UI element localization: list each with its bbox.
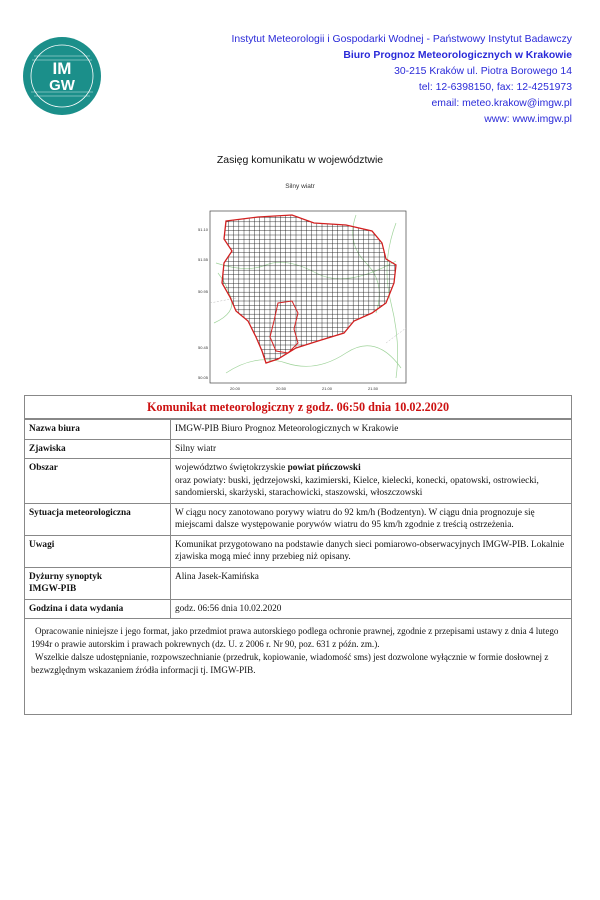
table-row <box>25 420 571 440</box>
row-value: Komunikat przygotowano na podstawie danych sieci pomiarowo-obserwacyjnych IMGW-PIB. Lokalnie zjawiska mogą mieć inny przebieg niż opisany. <box>171 535 572 567</box>
imgw-logo <box>22 36 102 116</box>
copyright-note <box>25 619 571 677</box>
table-row <box>25 567 571 599</box>
region-text: województwo świętokrzyskie <box>175 463 288 473</box>
row-label: Nazwa biura <box>25 420 171 440</box>
notice-title: Komunikat meteorologiczny z godz. 06:50 dnia 10.02.2020 <box>25 396 571 419</box>
row-label-line: IMGW-PIB <box>29 584 77 594</box>
row-value: IMGW-PIB Biuro Prognoz Meteorologicznych w Krakowie <box>171 420 572 440</box>
y-tick-label: 50.05 <box>198 375 209 380</box>
x-tick-label: 21.00 <box>322 386 333 391</box>
row-label: Obszar <box>25 459 171 504</box>
row-value: Silny wiatr <box>171 439 572 459</box>
logo-text-top: IM <box>52 59 72 78</box>
row-label-line: Dyżurny synoptyk <box>29 571 103 582</box>
row-value <box>171 459 572 504</box>
row-label: Sytuacja meteorologiczna <box>25 503 171 535</box>
row-value: godz. 06:56 dnia 10.02.2020 <box>171 599 572 619</box>
map-title: Zasięg komunikatu w województwie <box>216 154 384 166</box>
counties-list: oraz powiaty: buski, jędrzejowski, kazimierski, Kielce, kielecki, konecki, opatowski, ostrowiecki, sandomierski, skarżyski, starachowicki, staszowski, włoszczowski <box>175 475 539 498</box>
y-tick-label: 51.10 <box>198 227 209 232</box>
x-tick-label: 20.00 <box>230 386 241 391</box>
row-value: Alina Jasek-Kamińska <box>171 567 572 599</box>
table-row <box>25 439 571 459</box>
y-tick-label: 51.55 <box>198 257 209 262</box>
institute-header <box>231 32 572 128</box>
institute-name: Instytut Meteorologii i Gospodarki Wodnej - Państwowy Instytut Badawczy <box>231 34 572 45</box>
x-tick-label: 20.50 <box>276 386 287 391</box>
table-row <box>25 503 571 535</box>
y-tick-label: 50.95 <box>198 289 209 294</box>
row-label: Uwagi <box>25 535 171 567</box>
row-label <box>25 567 171 599</box>
map-subtitle: Silny wiatr <box>285 183 315 190</box>
table-row <box>25 535 571 567</box>
warning-area-map <box>196 203 414 393</box>
phone-fax: tel: 12-6398150, fax: 12-4251973 <box>418 82 572 93</box>
distribution-paragraph: Wszelkie dalsze udostępnianie, rozpowszechnianie (przedruk, kopiowanie, wiadomość sms) jest dozwolone wyłącznie w formie dosłownej z bezwzględnym wskazaniem źródła informacji tj. IMGW-PIB. <box>31 652 549 675</box>
weather-notice <box>24 395 572 715</box>
x-tick-label: 21.50 <box>368 386 379 391</box>
row-value: W ciągu nocy zanotowano porywy wiatru do 92 km/h (Bodzentyn). W ciągu dnia prognozuje się miejscami dalsze występowanie porywów wiatru do 95 km/h zgodnie z treścią ostrzeżenia. <box>171 503 572 535</box>
notice-table <box>25 419 571 619</box>
row-label: Godzina i data wydania <box>25 599 171 619</box>
y-tick-label: 50.45 <box>198 345 209 350</box>
copyright-paragraph: Opracowanie niniejsze i jego format, jako przedmiot prawa autorskiego podlega ochronie prawnej, zgodnie z przepisami ustawy z dnia 4 lutego 1994r o prawie autorskim i prawach pokrewnych (dz. U. z 2006 r. Nr 90, poz. 631 z późn. zm.). <box>31 626 559 649</box>
address: 30-215 Kraków ul. Piotra Borowego 14 <box>394 66 572 77</box>
table-row <box>25 599 571 619</box>
table-row <box>25 459 571 504</box>
county-text: powiat pińczowski <box>287 463 361 473</box>
logo-text-bottom: GW <box>49 77 75 94</box>
email: email: meteo.krakow@imgw.pl <box>431 98 572 109</box>
row-label: Zjawiska <box>25 439 171 459</box>
office-name: Biuro Prognoz Meteorologicznych w Krakowie <box>343 50 572 61</box>
website: www: www.imgw.pl <box>484 114 572 125</box>
